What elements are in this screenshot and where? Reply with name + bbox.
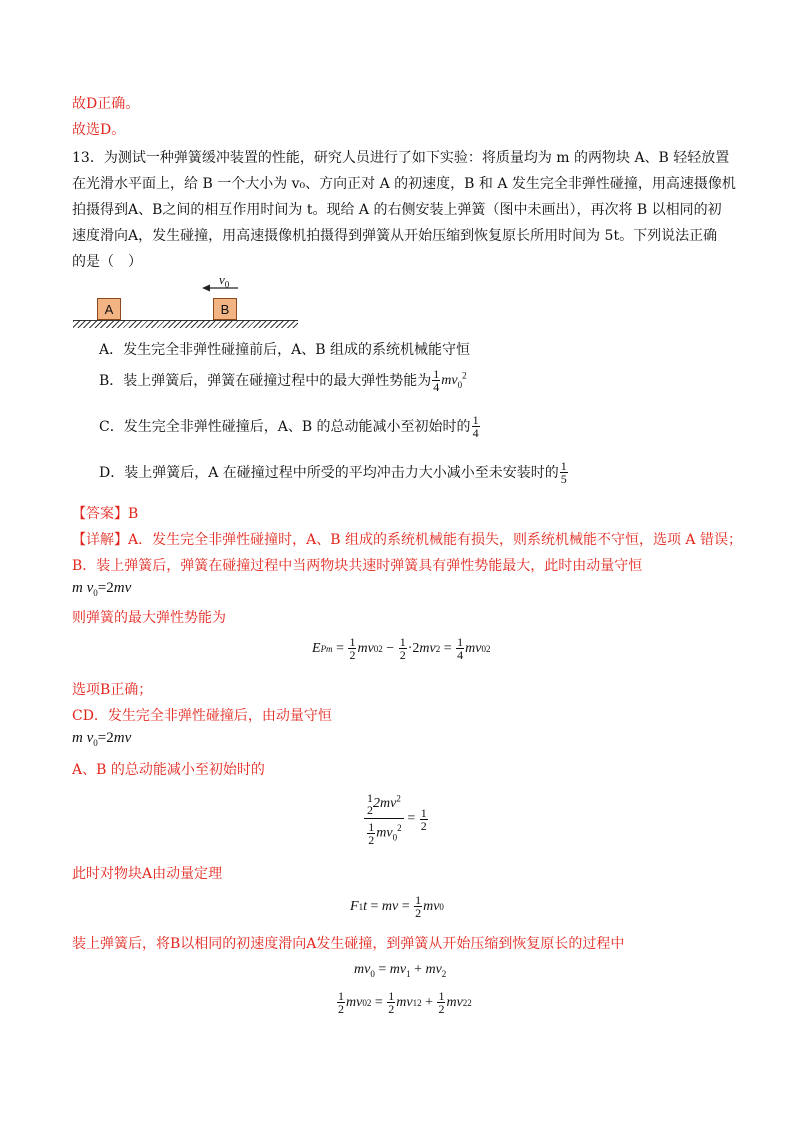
answer-label: 【答案】B <box>72 506 139 522</box>
momentum-equation-2: m $v_0=2mv$ <box>72 730 132 748</box>
smooth-floor <box>73 320 298 328</box>
solution-line-2: B．装上弹簧后，弹簧在碰撞过程中当两物块共速时弹簧具有弹性势能最大，此时由动量守恒 <box>72 558 643 574</box>
solution-line-4: 选项B正确； <box>72 682 153 698</box>
block-a: A <box>97 298 121 320</box>
solution-line-6: A、B 的总动能减小至初始时的 <box>72 762 265 778</box>
question-line-2: 在光滑水平面上，给 B 一个大小为 v₀、方向正对 A 的初速度，B 和 A 发生完全非弹性碰撞，用高速摄像机 <box>72 176 736 192</box>
question-line-4: 速度滑向A，发生碰撞，用高速摄像机拍摄得到弹簧从开始压缩到恢复原长所用时间为 5t。下列说法正确 <box>72 228 718 244</box>
option-b <box>99 368 467 393</box>
prev-line-2: 故选D。 <box>72 122 126 138</box>
momentum-equation-1: m $v_0=2mv$ <box>72 580 132 598</box>
solution-line-8: 装上弹簧后，将B以相同的初速度滑向A发生碰撞，到弹簧从开始压缩到恢复原长的过程中 <box>72 936 625 952</box>
option-d-text: D．装上弹簧后，A 在碰撞过程中所受的平均冲击力大小减小至未安装时的 <box>99 464 559 481</box>
option-b-fraction: $\frac{1}{4}$ <box>433 367 440 394</box>
prev-line-1: 故D正确。 <box>72 96 140 112</box>
question-line-1: 为测试一种弹簧缓冲装置的性能，研究人员进行了如下实验：将质量均为 m 的两物块 A、B 轻轻放置 <box>103 150 730 166</box>
option-c <box>99 414 481 439</box>
solution-label: 【详解】 <box>72 532 128 548</box>
energy-conservation-equation: $\frac{1}{2}$ mv 0 2 = $\frac{1}{2}$ mv 1 2 + $\frac{1}{2}$ mv 2 2 <box>338 989 472 1016</box>
question-number: 13． <box>72 150 104 166</box>
solution-line-3: 则弹簧的最大弹性势能为 <box>72 610 226 626</box>
option-d <box>99 460 569 485</box>
impulse-equation: F 1 t = mv = $\frac{1}{2}$ mv 0 <box>350 893 444 920</box>
velocity-subscript: 0 <box>224 279 230 290</box>
velocity-label: v <box>219 272 225 287</box>
momentum-conservation-equation: $mv_0 = mv_1 + mv_2$ <box>354 962 447 979</box>
solution-line-1: A．发生完全非弹性碰撞时，A、B 组成的系统机械能有损失，则系统机械能不守恒，选项 A 错误； <box>128 532 742 548</box>
solution-line-7: 此时对物块A由动量定理 <box>72 866 223 882</box>
question-line-3: 拍摄得到A、B之间的相互作用时间为 t。现给 A 的右侧安装上弹簧（图中未画出），再次将 B 以相同的初 <box>72 202 722 218</box>
velocity-arrow-icon <box>202 283 242 293</box>
option-b-text: B．装上弹簧后，弹簧在碰撞过程中的最大弹性势能为 <box>99 372 432 389</box>
option-d-fraction: $\frac{1}{5}$ <box>560 459 567 486</box>
question-line-5: 的是（ ） <box>72 254 142 270</box>
block-b: B <box>213 298 237 320</box>
kinetic-energy-ratio-equation: 1 $22mv^2$ $\frac{1}{2}$ $mv_0^2$ = $\frac{1}{2}$ <box>364 792 429 846</box>
solution-line-5: CD．发生完全非弹性碰撞后，由动量守恒 <box>72 708 332 724</box>
option-b-formula: $mv_0^2$ <box>441 369 467 390</box>
max-elastic-energy-equation: E Pm = $\frac{1}{2}$ mv 0 2 − $\frac{1}{2}$ ·2 mv 2 = $\frac{1}{4}$ mv 0 2 <box>312 635 491 662</box>
option-a: A．发生完全非弹性碰撞前后，A、B 组成的系统机械能守恒 <box>99 342 470 358</box>
option-c-fraction: $\frac{1}{4}$ <box>472 413 479 440</box>
option-c-text: C．发生完全非弹性碰撞后，A、B 的总动能减小至初始时的 <box>99 418 471 435</box>
